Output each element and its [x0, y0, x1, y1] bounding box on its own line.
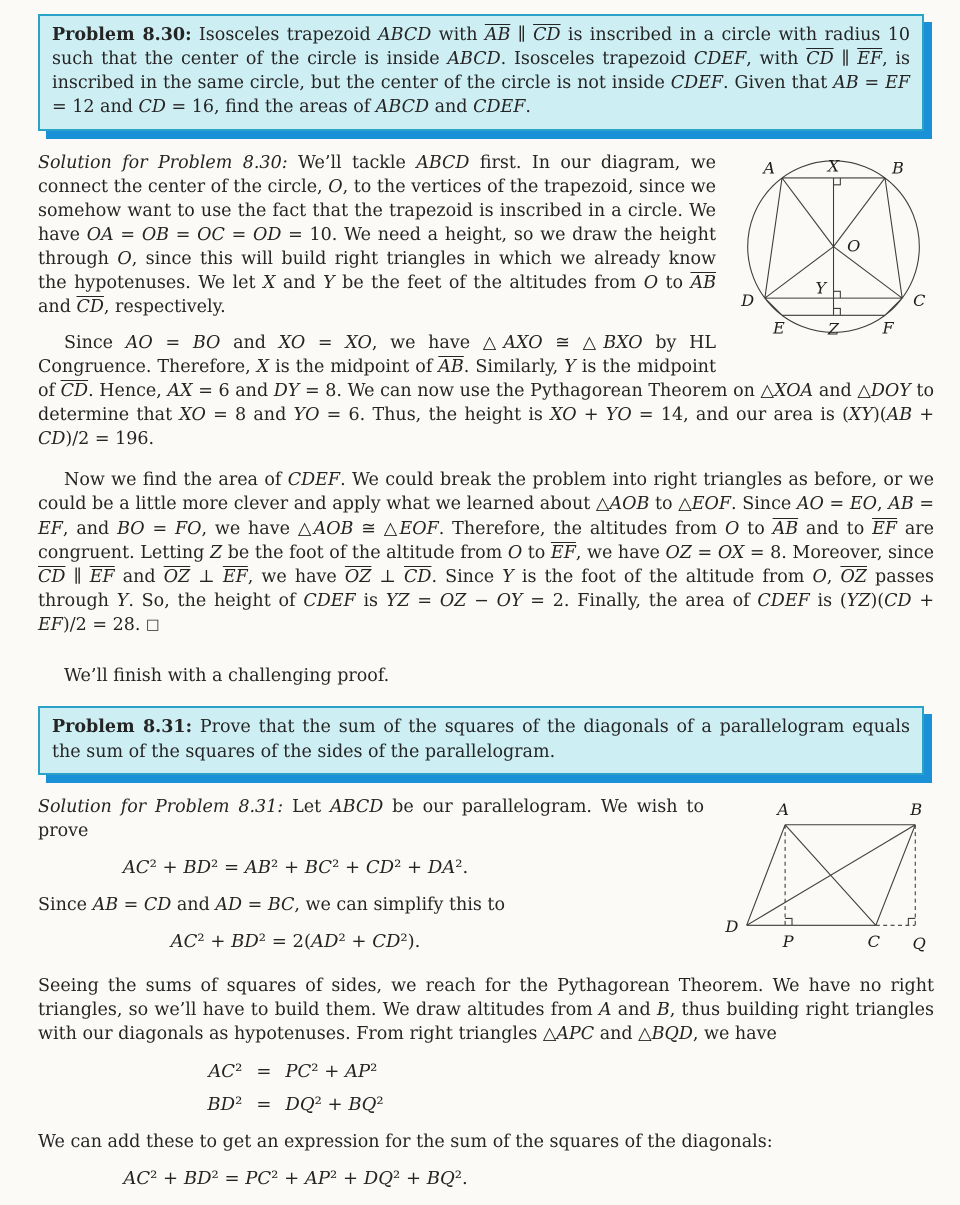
vertex-label-A: A — [763, 158, 775, 178]
problem-box-8-30 — [38, 14, 924, 131]
parallelogram-diagram — [722, 799, 934, 959]
equation-simplified: AC² + BD² = 2(AD² + CD²). — [170, 931, 421, 953]
side-BC — [885, 178, 902, 298]
problem-8-31-statement: Problem 8.31: Prove that the sum of the squares of the diagonals of a parallelogram equals the sum of the squares of the sides of the parallelogram. — [52, 717, 910, 762]
right-angle-mark-Z — [834, 308, 841, 315]
equation-sum-of-squares: AC² + BD² = PC² + AP² + DQ² + BQ². — [123, 1168, 468, 1190]
point-label-Z: Z — [827, 318, 840, 338]
equation-AC-lhs: AC² — [208, 1061, 243, 1083]
solution-8-31-paragraph-1: Solution for Problem 8.31: Let ABCD be our parallelogram. We wish to prove — [38, 796, 704, 841]
side-BC — [876, 824, 915, 925]
equals-sign: = — [256, 1093, 272, 1115]
diagonal-BD — [747, 824, 916, 925]
side-CF — [885, 298, 902, 315]
right-angle-mark-Y — [834, 291, 841, 298]
equals-sign: = — [256, 1061, 272, 1083]
foot-label-P: P — [782, 931, 794, 951]
vertex-label-D: D — [741, 290, 755, 310]
problem-box-8-31 — [38, 706, 924, 774]
equation-pair-pythagorean — [38, 1060, 553, 1116]
side-AD — [765, 178, 782, 298]
point-label-Y: Y — [815, 277, 827, 297]
right-angle-mark-P — [785, 918, 792, 925]
side-DE — [765, 298, 782, 315]
vertex-label-A: A — [777, 799, 790, 819]
radius-OA — [782, 178, 833, 247]
circle-figure-strokes — [748, 160, 920, 332]
interlude-paragraph: We’ll finish with a challenging proof. — [64, 666, 390, 687]
solution-8-30-paragraph-1: Solution for Problem 8.30: We’ll tackle ABCD first. In our diagram, we connect the center of the circle, O, to the vertices of the trapezoid, since we somehow want to use the fact that the trapezoid is inscribed in a circle. We have OA = OB = OC = OD = 10. We need a height, so we draw the height through O, since this will build right triangles in which we already know the hypotenuses. We let X and Y be the feet of the altitudes from O to $\overline{AB}$ and $\overline{CD}$, respectively. — [38, 152, 717, 318]
circle-diagram-svg — [734, 153, 934, 350]
solution-8-31-paragraph-2: Since AB = CD and AD = BC, we can simplify this to — [38, 895, 505, 916]
center-label-O: O — [847, 236, 861, 256]
vertex-label-C: C — [867, 931, 881, 951]
parallelogram-labels — [724, 800, 926, 953]
foot-label-Q: Q — [912, 933, 926, 953]
solution-8-30-paragraph-2: Since AO = BO and XO = XO, we have △AXO ≅ △BXO by HL Congruence. Therefore, X is the midpoint of $\overline{AB}$. Similarly, Y is the midpoint of $\overline{CD}$. Hence, AX = 6 and DY = 8. We can now use the Pythagorean Theorem on △XOA and △DOY to determine that XO = 8 and YO = 6. Thus, the height is XO + YO = 14, and our area is (XY)(AB + CD)/2 = 196. — [38, 332, 935, 450]
vertex-label-B: B — [910, 799, 923, 819]
point-label-X: X — [827, 156, 840, 176]
problem-8-30-statement: Problem 8.30: Isosceles trapezoid ABCD with $\overline{AB}$ ∥ $\overline{CD}$ is inscribed in a circle with radius 10 such that the center of the circle is inside ABCD. Isosceles trapezoid CDEF, with $\overline{CD}$ ∥ $\overline{EF}$, is inscribed in the same circle, but the center of the circle is not inside CDEF. Given that AB = EF = 12 and CD = 16, find the areas of ABCD and CDEF. — [52, 25, 910, 118]
solution-8-30 — [38, 151, 934, 649]
solution-8-30-paragraph-3: Now we find the area of CDEF. We could break the problem into right triangles as before, or we could be a little more clever and apply what we learned about △AOB to △EOF. Since AO = EO, AB = EF, and BO = FO, we have △AOB ≅ △EOF. Therefore, the altitudes from O to $\overline{AB}$ and to $\overline{EF}$ are congruent. Letting Z be the foot of the altitude from O to $\overline{EF}$, we have OZ = OX = 8. Moreover, since $\overline{CD}$ ∥ $\overline{EF}$ and $\overline{OZ}$ ⊥ $\overline{EF}$, we have $\overline{OZ}$ ⊥ $\overline{CD}$. Since Y is the foot of the altitude from O, $\overline{OZ}$ passes through Y. So, the height of CDEF is YZ = OZ − OY = 2. Finally, the area of CDEF is (YZ)(CD + EF)/2 = 28. □ — [38, 470, 935, 636]
right-angle-mark-X — [834, 178, 841, 185]
radius-OC — [834, 246, 903, 297]
parallelogram-diagram-svg — [722, 799, 934, 959]
equation-diagonals-sides: AC² + BD² = AB² + BC² + CD² + DA². — [122, 856, 469, 878]
vertex-label-C: C — [913, 290, 926, 310]
vertex-label-D: D — [725, 916, 739, 936]
vertex-label-F: F — [882, 317, 894, 337]
vertex-label-E: E — [773, 317, 785, 337]
parallelogram-strokes — [747, 824, 916, 925]
solution-8-31-paragraph-4: We can add these to get an expression for the sum of the squares of the diagonals: — [38, 1132, 773, 1153]
solution-8-31-paragraph-3: Seeing the sums of squares of sides, we reach for the Pythagorean Theorem. We have no right triangles, so we’ll have to build them. We draw altitudes from A and B, thus building right triangles with our diagonals as hypotenuses. From right triangles △APC and △BQD, we have — [38, 975, 934, 1045]
side-AD — [747, 824, 785, 925]
right-angle-mark-Q — [908, 918, 915, 925]
solution-8-31 — [38, 795, 934, 1205]
equation-AC-rhs: PC² + AP² — [285, 1061, 378, 1083]
circle-diagram — [734, 153, 934, 350]
equation-BD-rhs: DQ² + BQ² — [285, 1093, 384, 1115]
equation-BD-lhs: BD² — [207, 1093, 243, 1115]
vertex-label-B: B — [891, 158, 904, 178]
